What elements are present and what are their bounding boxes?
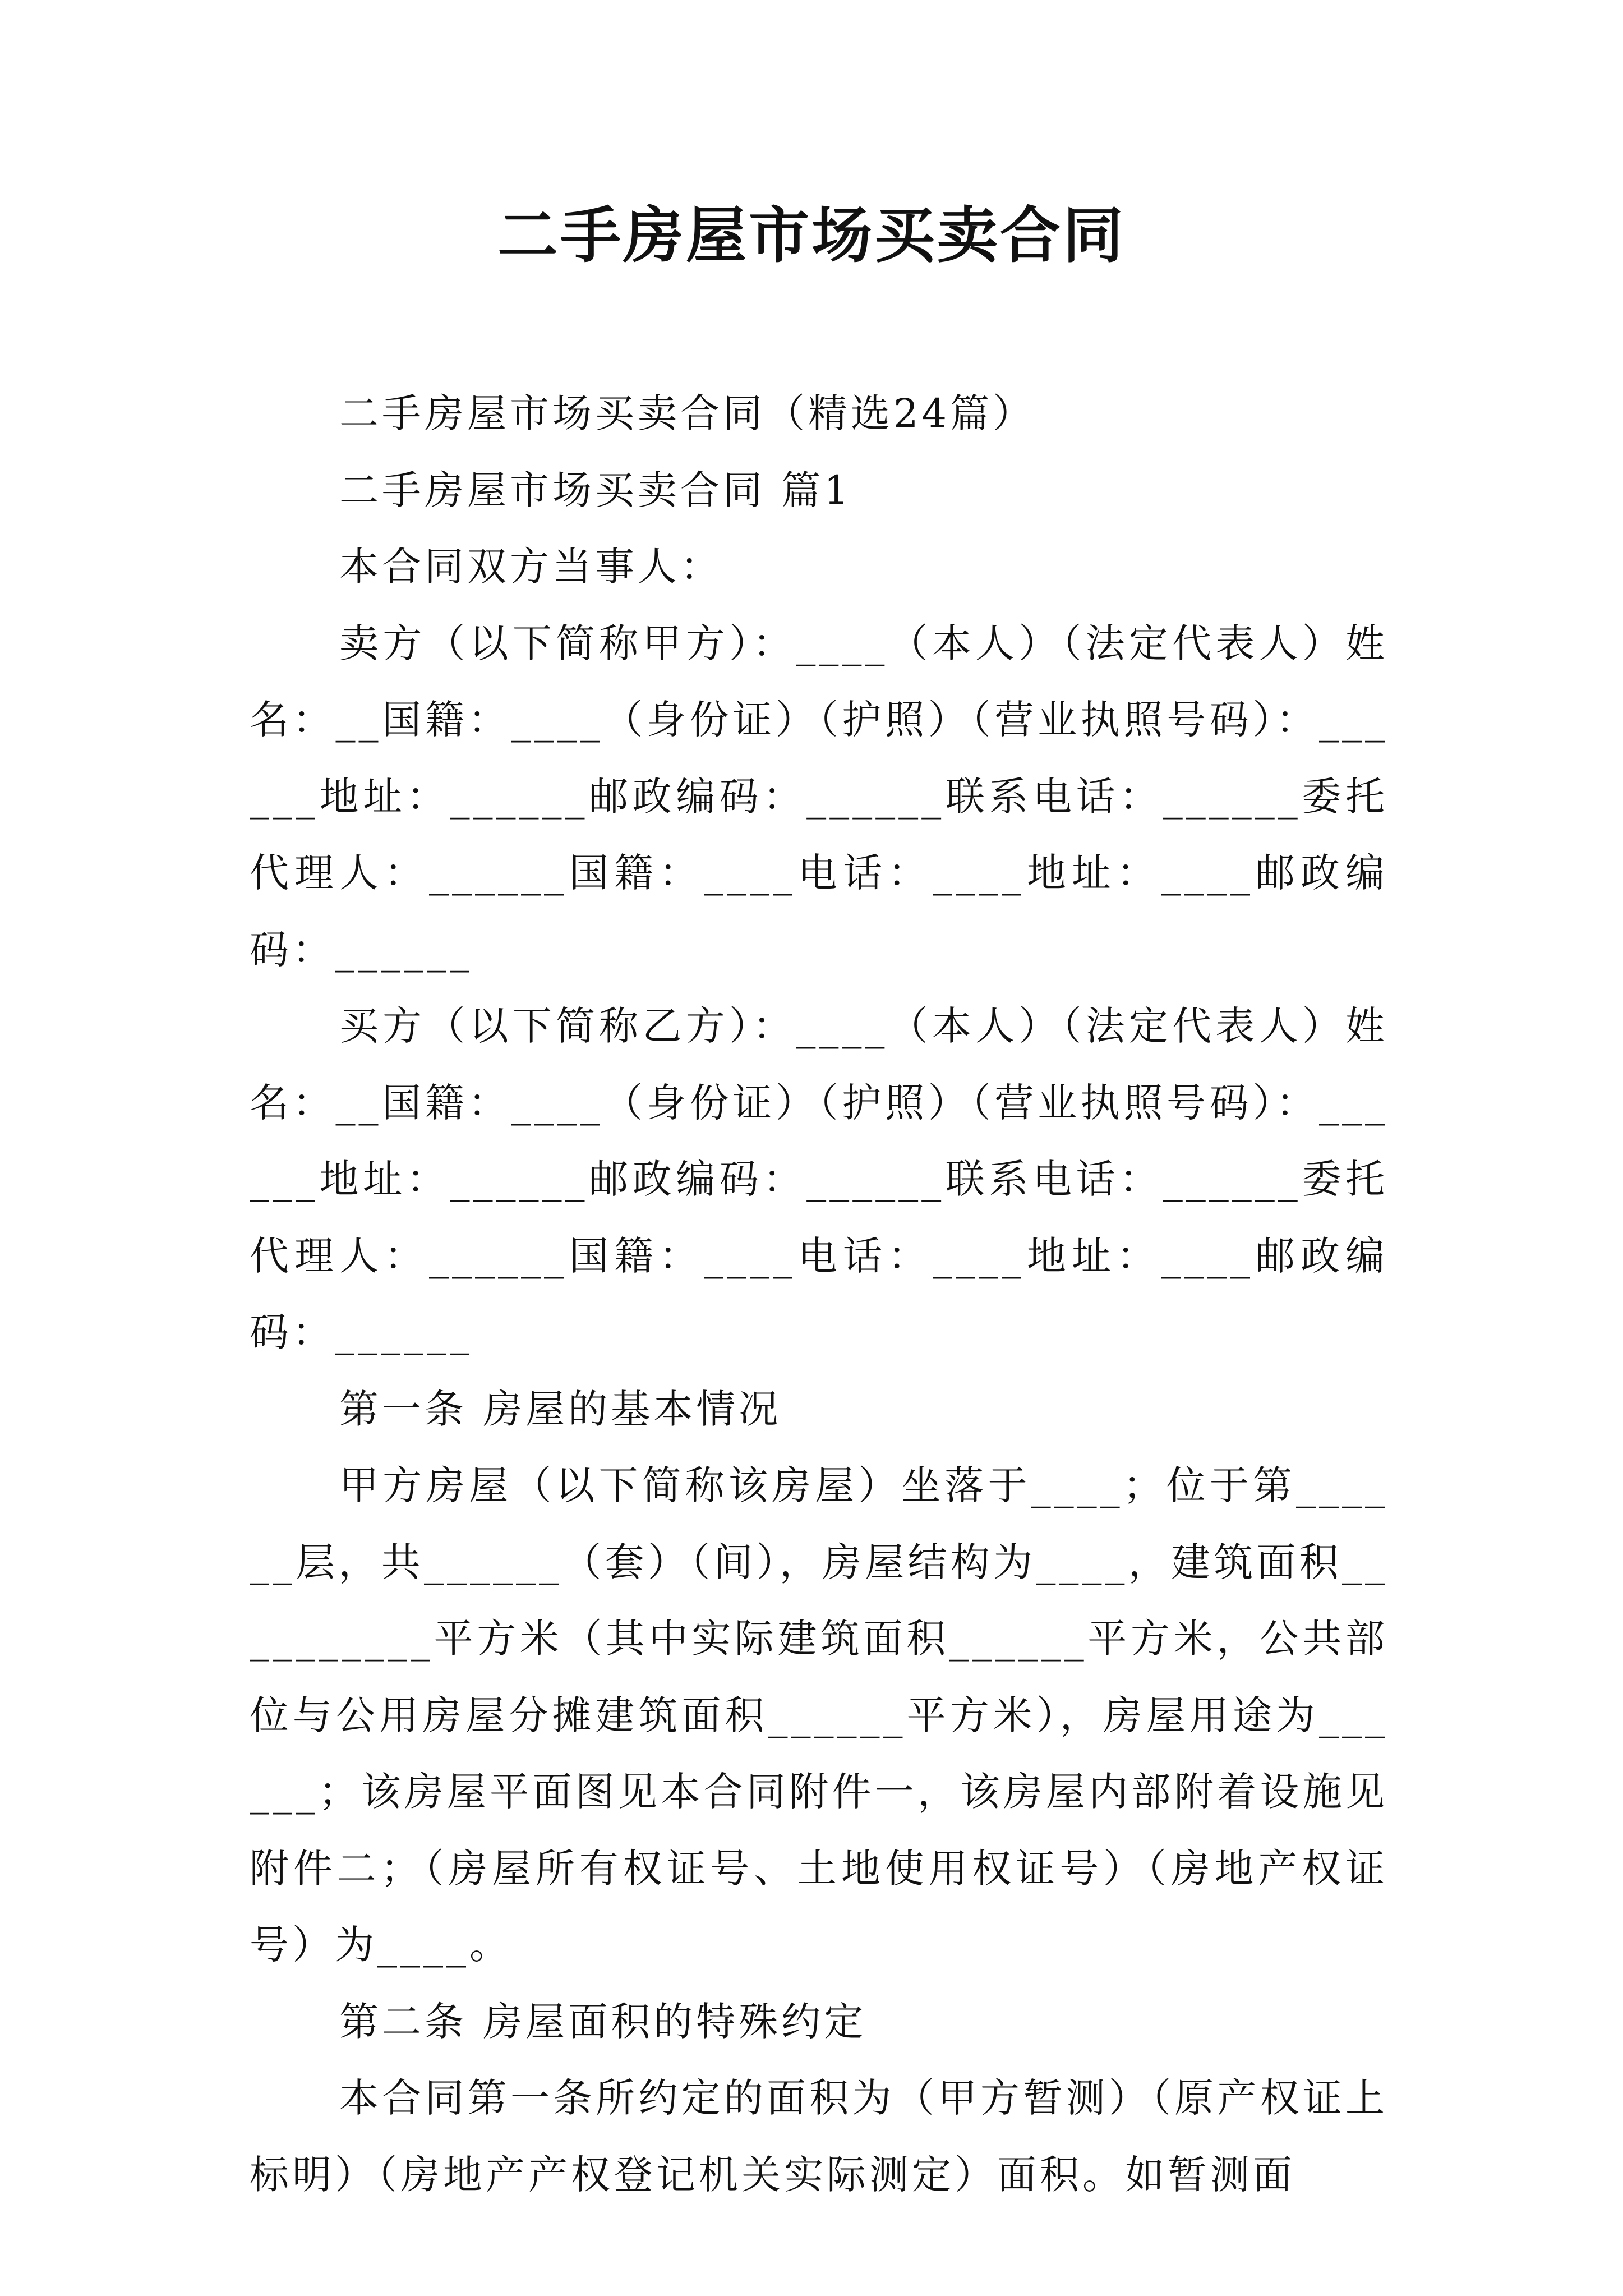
document-body [250, 375, 1388, 2213]
paragraph-article-2-body: 本合同第一条所约定的面积为（甲方暂测）（原产权证上标明）（房地产产权登记机关实际测定）面积。如暂测面 [250, 2075, 1388, 2198]
paragraph-article-2-heading: 第二条 房屋面积的特殊约定 [339, 1998, 867, 2045]
paragraph-seller-info: 卖方（以下简称甲方）：____（本人）（法定代表人）姓名：__国籍：____（身份证）（护照）（营业执照号码）：______地址：______邮政编码：______联系电话：______委托代理人：______国籍：____电话：____地址：____邮政编码：______ [250, 620, 1388, 973]
document-title: 二手房屋市场买卖合同 [497, 200, 1126, 271]
paragraph-contract-subtitle: 二手房屋市场买卖合同（精选24篇） [339, 390, 1036, 436]
paragraph-section-heading: 二手房屋市场买卖合同 篇1 [339, 467, 852, 513]
paragraph-article-1-heading: 第一条 房屋的基本情况 [339, 1386, 782, 1432]
paragraph-parties-intro: 本合同双方当事人： [339, 544, 723, 590]
paragraph-article-1-body: 甲方房屋（以下简称该房屋）坐落于____；位于第______层，共______（套）（间），房屋结构为____，建筑面积__________平方米（其中实际建筑面积______平方米，公共部位与公用房屋分摊建筑面积______平方米），房屋用途为______；该房屋平面图见本合同附件一，该房屋内部附着设施见附件二；（房屋所有权证号、土地使用权证号）（房地产权证号）为____。 [250, 1462, 1388, 1968]
paragraph-buyer-info: 买方（以下简称乙方）：____（本人）（法定代表人）姓名：__国籍：____（身份证）（护照）（营业执照号码）：______地址：______邮政编码：______联系电话：______委托代理人：______国籍：____电话：____地址：____邮政编码：______ [250, 1003, 1388, 1355]
